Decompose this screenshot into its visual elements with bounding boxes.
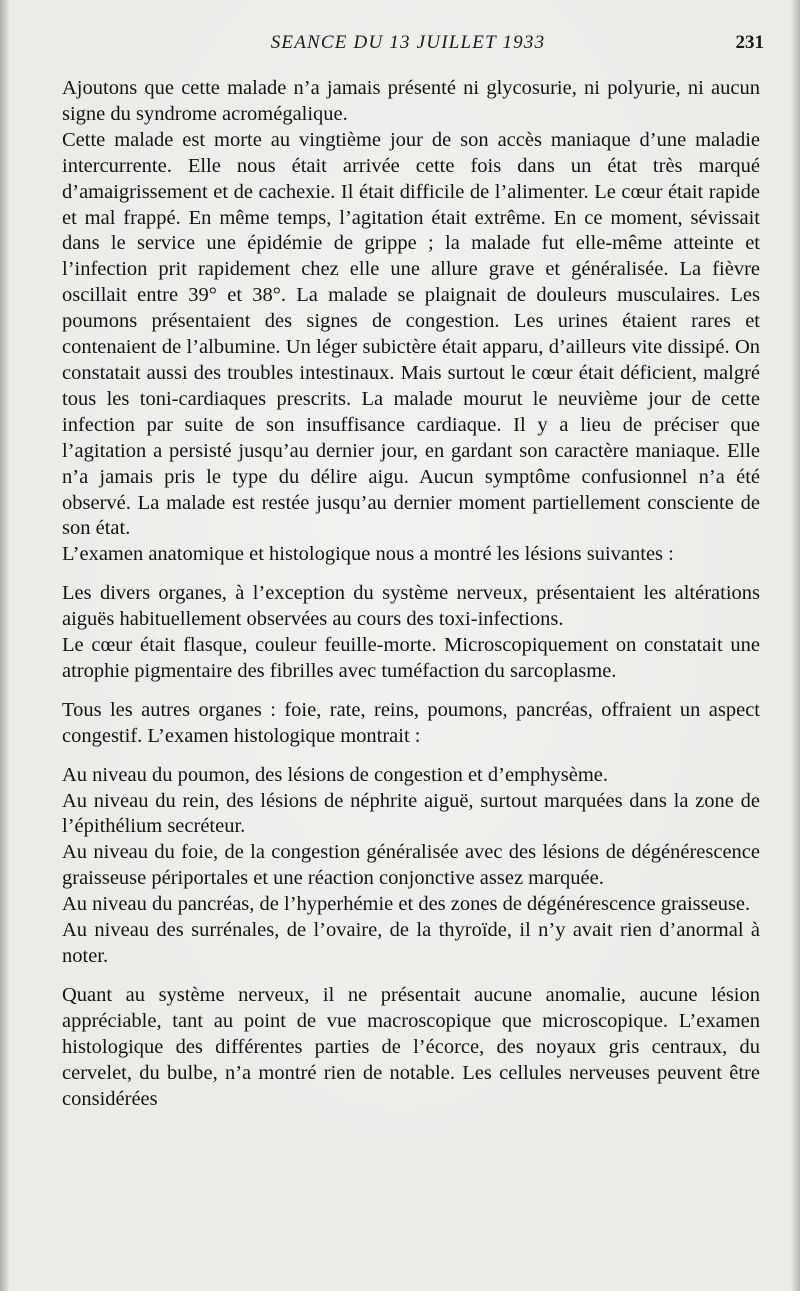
paragraph-3: L’examen anatomique et histologique nous a montré les lésions suivantes : [62,543,674,566]
paragraph-2: Cette malade est morte au vingtième jour de son accès maniaque d’une maladie intercurrente. Elle nous était arrivée cette fois dans un état très marqué d’amaigrissement et de cachexie. Il était difficile de l’alimenter. Le cœur était rapide et mal frappé. En même temps, l’agitation était extrême. En ce moment, sévissait dans le service une épidémie de grippe ; la malade fut elle-même atteinte et l’infection prit rapidement chez elle une allure grave et généralisée. La fièvre oscillait entre 39° et 38°. La malade se plaignait de douleurs musculaires. Les poumons présentaient des signes de congestion. Les urines étaient rares et contenaient de l’albumine. Un léger subictère était apparu, d’ailleurs vite dissipé. On constatait aussi des troubles intestinaux. Mais surtout le cœur était déficient, malgré tous les toni-cardiaques prescrits. La malade mourut le neuvième jour de cette infection par suite de son insuffisance cardiaque. Il y a lieu de préciser que l’agitation a persisté jusqu’au dernier jour, en gardant son caractère maniaque. Elle n’a jamais pris le type du délire aigu. Aucun symptôme confusionnel n’a été observé. La malade est restée jusqu’au dernier moment partiellement consciente de son état. [62,128,760,540]
paragraph-9: Au niveau du foie, de la congestion généralisée avec des lésions de dégénérescence graisseuse périportales et une réaction conjonctive assez marquée. [62,841,760,890]
paragraph-11: Au niveau des surrénales, de l’ovaire, de la thyroïde, il n’y avait rien d’anormal à noter. [62,919,760,967]
paragraph-7: Au niveau du poumon, des lésions de congestion et d’emphysème. [62,763,608,786]
paragraph-1: Ajoutons que cette malade n’a jamais présenté ni glycosurie, ni polyurie, ni aucun signe du syndrome acromégalique. [62,77,760,125]
paragraph-5: Le cœur était flasque, couleur feuille-morte. Microscopiquement on constatait une atrophie pigmentaire des fibrilles avec tuméfaction du sarcoplasme. [62,634,760,682]
page-right-shadow [790,0,800,1291]
running-head [52,32,764,56]
paragraph-6: Tous les autres organes : foie, rate, reins, poumons, pancréas, offraient un aspect congestif. L’examen histologique montrait : [62,698,760,747]
paragraph-12: Quant au système nerveux, il ne présentait aucune anomalie, aucune lésion appréciable, tant au point de vue macroscopique que microscopique. L’examen histologique des différentes parties de l’écorce, des noyaux gris centraux, du cervelet, du bulbe, n’a montré rien de notable. Les cellules nerveuses peuvent être considérées [62,983,760,1110]
page-left-shadow [0,0,10,1291]
paragraph-8: Au niveau du rein, des lésions de néphrite aiguë, surtout marquées dans la zone de l’épithélium secréteur. [62,789,760,838]
paragraph-4: Les divers organes, à l’exception du système nerveux, présentaient les altérations aiguës habituellement observées au cours des toxi-infections. [62,582,760,631]
page-number: 231 [735,32,764,53]
running-title: SEANCE DU 13 JUILLET 1933 [270,32,546,53]
paragraph-10: Au niveau du pancréas, de l’hyperhémie et des zones de dégénérescence graisseuse. [62,893,751,916]
text-body [62,76,760,1112]
